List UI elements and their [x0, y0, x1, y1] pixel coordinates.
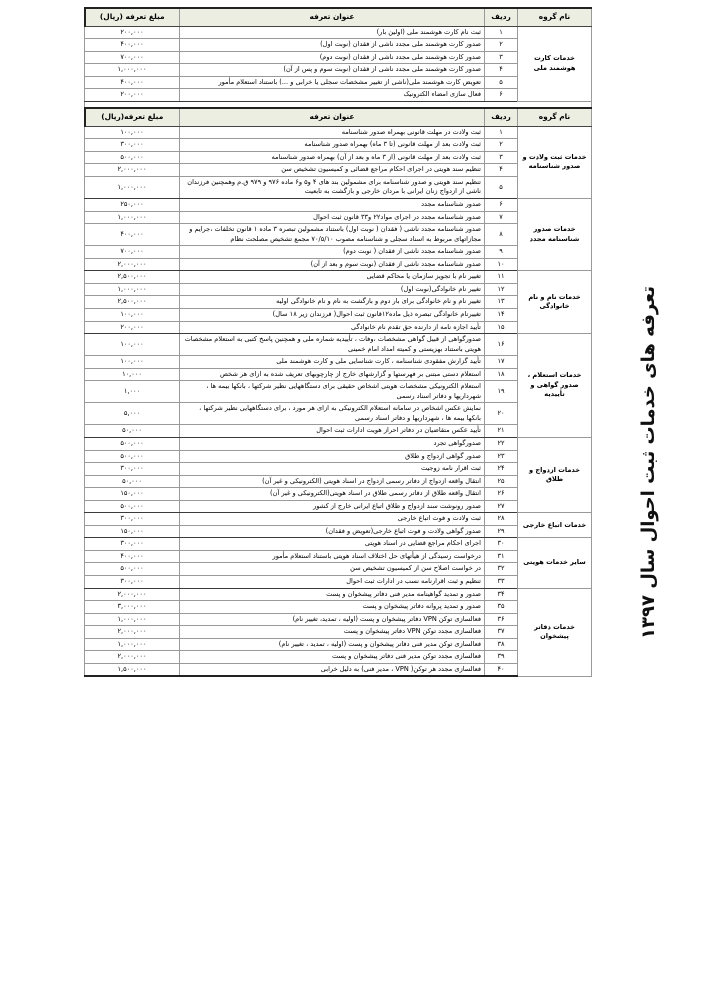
tariff-title-cell: صدور رونوشت سند ازدواج و طلاق اتباع ایرانی خارج از کشور: [180, 500, 485, 513]
table-row: [85, 296, 592, 309]
table-row: [85, 638, 592, 651]
row-number-cell: ۱۵: [485, 321, 518, 334]
table-row: [85, 475, 592, 488]
tariff-title-cell: صدور شناسنامه مجدد ناشی ( فقدان ( نوبت اول) باستناد مشمولین تبصره ۳ ماده ۱ قانون تخلفات ،جرایم و مجازاتهای مربوط به اسناد سجلی و شناسنامه مصوب ۷۰/۵/۱۰ مجمع تشخیص مصلحت نظام: [180, 224, 485, 246]
tariff-title-cell: صدورگواهی از قبیل گواهی مشخصات ،وفات ، تأییدیه شماره ملی و همچنین پاسخ کتبی به استعلام مشخصات هویتی باستناد بهزیستی و کمیته امداد امام خمینی: [180, 334, 485, 356]
row-number-cell: ۱۴: [485, 308, 518, 321]
tariff-amount-cell: ۱۰۰,۰۰۰: [85, 308, 180, 321]
row-number-cell: ۴۰: [485, 663, 518, 676]
tariff-title-cell: تغییر نام خانوادگی(نوبت اول): [180, 283, 485, 296]
tariff-amount-cell: ۴۰۰,۰۰۰: [85, 224, 180, 246]
tariff-amount-cell: ۳۰۰,۰۰۰: [85, 463, 180, 476]
tariff-amount-cell: ۲۵۰,۰۰۰: [85, 199, 180, 212]
vertical-document-title: [599, 286, 699, 766]
table-row: [85, 538, 592, 551]
column-header-amount: مبلغ تعرفه(ریال): [85, 108, 180, 126]
table-row: [85, 403, 592, 425]
tariff-amount-cell: ۲,۰۰۰,۰۰۰: [85, 626, 180, 639]
table-row: [85, 550, 592, 563]
tariff-amount-cell: ۵۰۰,۰۰۰: [85, 450, 180, 463]
tariff-title-cell: فعالسازی مجدد هر توکن( VPN ، مدیر فنی) به دلیل خرابی: [180, 663, 485, 676]
row-number-cell: ۶: [485, 89, 518, 102]
tariff-amount-cell: ۱,۰۰۰,۰۰۰: [85, 176, 180, 198]
table-row: [85, 651, 592, 664]
tariff-table: [84, 7, 593, 677]
table-row: [85, 271, 592, 284]
tariff-title-cell: تغییرنام خانوادگی تبصره ذیل ماده۱۲قانون ثبت احوال( فرزندان زیر ۱۸ سال): [180, 308, 485, 321]
table-row: [85, 463, 592, 476]
tariff-amount-cell: ۲,۰۰۰,۰۰۰: [85, 588, 180, 601]
tariff-amount-cell: ۲,۰۰۰,۰۰۰: [85, 164, 180, 177]
table-row: [85, 601, 592, 614]
row-number-cell: ۳۹: [485, 651, 518, 664]
table-row: [85, 308, 592, 321]
row-number-cell: ۳۱: [485, 550, 518, 563]
tariff-title-cell: ثبت ولادت و فوت اتباع خارجی: [180, 513, 485, 526]
tariff-title-cell: انتقال واقعه ازدواج از دفاتر رسمی ازدواج در اسناد هویتی (الکترونیکی و غیر آن): [180, 475, 485, 488]
column-header-group: نام گروه: [518, 108, 592, 126]
row-number-cell: ۱۸: [485, 368, 518, 381]
row-number-cell: ۱۲: [485, 283, 518, 296]
tariff-title-cell: ثبت ولادت بعد از مهلت قانونی (از ۳ ماه و بعد از آن) بهمراه صدور شناسنامه: [180, 151, 485, 164]
tariff-title-cell: فعالسازی توکن مدیر فنی دفاتر پیشخوان و پست (اولیه ، تمدید ، تغییر نام): [180, 638, 485, 651]
tariff-amount-cell: ۱۰,۰۰۰: [85, 368, 180, 381]
tariff-amount-cell: ۱۵۰,۰۰۰: [85, 488, 180, 501]
row-number-cell: ۲۷: [485, 500, 518, 513]
row-number-cell: ۱۹: [485, 381, 518, 403]
tariff-amount-cell: ۴۰۰,۰۰۰: [85, 39, 180, 52]
table-row: [85, 151, 592, 164]
table-row: [85, 663, 592, 676]
table-row: [85, 368, 592, 381]
tariff-amount-cell: ۳,۰۰۰,۰۰۰: [85, 601, 180, 614]
row-number-cell: ۱: [485, 26, 518, 39]
table-row: [85, 126, 592, 139]
row-number-cell: ۱۰: [485, 258, 518, 271]
row-number-cell: ۸: [485, 224, 518, 246]
table-row: [85, 575, 592, 588]
table-row: [85, 211, 592, 224]
column-header-amount: مبلغ تعرفه (ریال): [85, 8, 180, 26]
tariff-amount-cell: ۱,۰۰۰,۰۰۰: [85, 638, 180, 651]
table-row: [85, 334, 592, 356]
row-number-cell: ۳۶: [485, 613, 518, 626]
row-number-cell: ۲۴: [485, 463, 518, 476]
group-name-cell: خدمات صدور شناسنامه مجدد: [518, 199, 592, 271]
row-number-cell: ۳: [485, 51, 518, 64]
row-number-cell: ۲۳: [485, 450, 518, 463]
tariff-amount-cell: ۱,۵۰۰,۰۰۰: [85, 663, 180, 676]
tariff-title-cell: صدور کارت هوشمند ملی مجدد ناشی از فقدان (نوبت سوم و پس از آن): [180, 64, 485, 77]
tariff-amount-cell: ۵۰,۰۰۰: [85, 425, 180, 438]
tariff-title-cell: نمایش عکس اشخاص در سامانه استعلام الکترونیکی به ازای هر مورد ، برای دستگاههایی نظیر شرکتها ، بانکها بیمه ها ، شهرداریها و دفاتر اسناد رسمی: [180, 403, 485, 425]
table-row: [85, 76, 592, 89]
tariff-amount-cell: ۵,۰۰۰: [85, 403, 180, 425]
tariff-amount-cell: ۳۰۰,۰۰۰: [85, 139, 180, 152]
row-number-cell: ۳۲: [485, 563, 518, 576]
tariff-title-cell: ثبت ولادت بعد از مهلت قانونی (تا ۳ ماه) بهمراه صدور شناسنامه: [180, 139, 485, 152]
table-row: [85, 199, 592, 212]
row-number-cell: ۳۳: [485, 575, 518, 588]
group-name-cell: خدمات استعلام ، صدور گواهی و تأییدیه: [518, 334, 592, 438]
tariff-amount-cell: ۲,۰۰۰,۰۰۰: [85, 651, 180, 664]
tariff-title-cell: صدور و تمدید پروانه دفاتر پیشخوان و پست: [180, 601, 485, 614]
row-number-cell: ۹: [485, 246, 518, 259]
table-row: [85, 26, 592, 39]
tariff-title-cell: اجرای احکام مراجع قضایی در اسناد هویتی: [180, 538, 485, 551]
tariff-amount-cell: ۱۰۰,۰۰۰: [85, 356, 180, 369]
row-number-cell: ۲۱: [485, 425, 518, 438]
tariff-title-cell: فعالسازی مجدد توکن مدیر فنی دفاتر پیشخوان و پست: [180, 651, 485, 664]
tariff-table-body: [85, 8, 592, 676]
tariff-title-cell: در خواست اصلاح سن از کمیسیون تشخیص سن: [180, 563, 485, 576]
tariff-title-cell: فعال سازی امضاء الکترونیک: [180, 89, 485, 102]
tariff-title-cell: فعالسازی مجدد توکن VPN دفاتر پیشخوان و پست: [180, 626, 485, 639]
group-name-cell: سایر خدمات هویتی: [518, 538, 592, 588]
column-header-group: نام گروه: [518, 8, 592, 26]
tariff-title-cell: صدور گواهی ازدواج و طلاق: [180, 450, 485, 463]
tariff-amount-cell: ۲۰۰,۰۰۰: [85, 26, 180, 39]
group-name-cell: خدمات نام و نام خانوادگی: [518, 271, 592, 334]
tariff-title-cell: تعویض کارت هوشمند ملی(ناشی از تغییر مشخصات سجلی یا خرابی و ...) باستناد استعلام مأمور: [180, 76, 485, 89]
tariff-title-cell: صدور کارت هوشمند ملی مجدد ناشی از فقدان (نوبت اول): [180, 39, 485, 52]
tariff-title-cell: تغییر نام و نام خانوادگی برای بار دوم و بازگشت به نام و نام خانوادگی اولیه: [180, 296, 485, 309]
table-row: [85, 525, 592, 538]
column-header-title: عنوان تعرفه: [180, 8, 485, 26]
tariff-amount-cell: ۲,۵۰۰,۰۰۰: [85, 271, 180, 284]
vertical-title-text: تعرفه های خدمات ثبت احوال سال ۱۳۹۷: [638, 286, 659, 639]
tariff-title-cell: استعلام الکترونیکی مشخصات هویتی اشخاص حقیقی برای دستگاههایی نظیر شرکتها ، بانکها بیمه ها ، شهرداریها و دفاتر اسناد رسمی: [180, 381, 485, 403]
tariff-title-cell: انتقال واقعه طلاق از دفاتر رسمی طلاق در اسناد هویتی(الکترونیکی و غیر آن): [180, 488, 485, 501]
tariff-amount-cell: ۱,۰۰۰: [85, 381, 180, 403]
row-number-cell: ۱۳: [485, 296, 518, 309]
tariff-amount-cell: ۴۰۰,۰۰۰: [85, 550, 180, 563]
table-row: [85, 321, 592, 334]
tariff-amount-cell: ۱,۰۰۰,۰۰۰: [85, 613, 180, 626]
group-name-cell: خدمات اتباع خارجی: [518, 513, 592, 538]
row-number-cell: ۲۵: [485, 475, 518, 488]
column-header-row-no: ردیف: [485, 108, 518, 126]
row-number-cell: ۴: [485, 64, 518, 77]
table-row: [85, 425, 592, 438]
tariff-amount-cell: ۳۰۰,۰۰۰: [85, 513, 180, 526]
row-number-cell: ۲۹: [485, 525, 518, 538]
tariff-amount-cell: ۱,۰۰۰,۰۰۰: [85, 211, 180, 224]
table-row: [85, 437, 592, 450]
tariff-title-cell: ثبت نام کارت هوشمند ملی (اولین بار): [180, 26, 485, 39]
tariff-title-cell: تأیید اجازه نامه از دارنده حق تقدم نام خانوادگی: [180, 321, 485, 334]
tariff-amount-cell: ۵۰۰,۰۰۰: [85, 500, 180, 513]
row-number-cell: ۲۸: [485, 513, 518, 526]
table-row: [85, 283, 592, 296]
row-number-cell: ۲۶: [485, 488, 518, 501]
table-row: [85, 488, 592, 501]
row-number-cell: ۱: [485, 126, 518, 139]
tariff-title-cell: تأیید عکس متقاضیان در دفاتر احراز هویت ادارات ثبت احوال: [180, 425, 485, 438]
tariff-title-cell: درخواست رسیدگی از هیأتهای حل اختلاف اسناد هویتی باستناد استعلام مأمور: [180, 550, 485, 563]
tariff-amount-cell: ۵۰۰,۰۰۰: [85, 151, 180, 164]
tariff-amount-cell: ۵۰۰,۰۰۰: [85, 437, 180, 450]
tariff-amount-cell: ۷۰۰,۰۰۰: [85, 246, 180, 259]
tariff-title-cell: ثبت اقرار نامه زوجیت: [180, 463, 485, 476]
tariff-amount-cell: ۵۰,۰۰۰: [85, 475, 180, 488]
tariff-title-cell: تنظیم سند هویتی در اجرای احکام مراجع قضائی و کمیسیون تشخیص سن: [180, 164, 485, 177]
tariff-amount-cell: ۱,۰۰۰,۰۰۰: [85, 283, 180, 296]
row-number-cell: ۷: [485, 211, 518, 224]
row-number-cell: ۳۷: [485, 626, 518, 639]
tariff-title-cell: صدورگواهی تجرد: [180, 437, 485, 450]
tariff-amount-cell: ۲,۰۰۰,۰۰۰: [85, 258, 180, 271]
row-number-cell: ۳۰: [485, 538, 518, 551]
tariff-title-cell: تنظیم و ثبت اقرارنامه نسب در ادارات ثبت احوال: [180, 575, 485, 588]
tariff-title-cell: صدور شناسنامه مجدد: [180, 199, 485, 212]
row-number-cell: ۲۲: [485, 437, 518, 450]
tariff-title-cell: صدور شناسنامه مجدد ناشی از فقدان ( نوبت دوم): [180, 246, 485, 259]
table-row: [85, 139, 592, 152]
tariff-amount-cell: ۳۰۰,۰۰۰: [85, 538, 180, 551]
table-row: [85, 381, 592, 403]
table-row: [85, 513, 592, 526]
group-name-cell: خدمات ثبت ولادت و صدور شناسنامه: [518, 126, 592, 198]
table-row: [85, 626, 592, 639]
table-row: [85, 39, 592, 52]
row-number-cell: ۵: [485, 176, 518, 198]
row-number-cell: ۲: [485, 39, 518, 52]
row-number-cell: ۶: [485, 199, 518, 212]
group-name-cell: خدمات کارت هوشمند ملی: [518, 26, 592, 101]
tariff-title-cell: ثبت ولادت در مهلت قانونی بهمراه صدور شناسنامه: [180, 126, 485, 139]
row-number-cell: ۵: [485, 76, 518, 89]
tariff-amount-cell: ۷۰۰,۰۰۰: [85, 51, 180, 64]
tariff-amount-cell: ۲۰۰,۰۰۰: [85, 321, 180, 334]
tariff-amount-cell: ۱۰۰,۰۰۰: [85, 126, 180, 139]
row-number-cell: ۲: [485, 139, 518, 152]
group-name-cell: خدمات دفاتر پیشخوان: [518, 588, 592, 676]
table-row: [85, 450, 592, 463]
tariff-title-cell: صدور شناسنامه مجدد در اجرای مواد۲۲ و۳۳ قانون ثبت احوال: [180, 211, 485, 224]
tariff-title-cell: استعلام دستی مبتنی بر فهرستها و گزارشهای خارج از چارچوبهای تعریف شده به ازای هر شخص: [180, 368, 485, 381]
tariff-amount-cell: ۵۰۰,۰۰۰: [85, 563, 180, 576]
table-row: [85, 51, 592, 64]
tariff-amount-cell: ۲,۵۰۰,۰۰۰: [85, 296, 180, 309]
table-row: [85, 613, 592, 626]
tariff-title-cell: صدور گواهی ولادت و فوت اتباع خارجی(تعویض و فقدان): [180, 525, 485, 538]
tariff-title-cell: صدور شناسنامه مجدد ناشی از فقدان (نوبت سوم و بعد از آن): [180, 258, 485, 271]
tariff-title-cell: تأیید گزارش مفقودی شناسنامه ، کارت شناسایی ملی و کارت هوشمند ملی: [180, 356, 485, 369]
tariff-amount-cell: ۱,۰۰۰,۰۰۰: [85, 64, 180, 77]
tariff-title-cell: فعالسازی توکن VPN دفاتر پیشخوان و پست (اولیه ، تمدید، تغییر نام): [180, 613, 485, 626]
group-name-cell: خدمات ازدواج و طلاق: [518, 437, 592, 512]
row-number-cell: ۳۸: [485, 638, 518, 651]
table-row: [85, 246, 592, 259]
table-row: [85, 563, 592, 576]
column-header-title: عنوان تعرفه: [180, 108, 485, 126]
row-number-cell: ۱۷: [485, 356, 518, 369]
table-row: [85, 258, 592, 271]
table-row: [85, 176, 592, 198]
tariff-title-cell: صدور و تمدید گواهینامه مدیر فنی دفاتر پیشخوان و پست: [180, 588, 485, 601]
row-number-cell: ۱۶: [485, 334, 518, 356]
tariff-amount-cell: ۴۰۰,۰۰۰: [85, 76, 180, 89]
table-header-row: [85, 8, 592, 26]
table-header-row: [85, 108, 592, 126]
table-row: [85, 588, 592, 601]
column-header-row-no: ردیف: [485, 8, 518, 26]
tariff-amount-cell: ۱۰۰,۰۰۰: [85, 334, 180, 356]
row-number-cell: ۱۱: [485, 271, 518, 284]
tariff-amount-cell: ۲۰۰,۰۰۰: [85, 89, 180, 102]
tariff-amount-cell: ۳۰۰,۰۰۰: [85, 575, 180, 588]
row-number-cell: ۳۵: [485, 601, 518, 614]
table-row: [85, 500, 592, 513]
row-number-cell: ۳: [485, 151, 518, 164]
row-number-cell: ۳۴: [485, 588, 518, 601]
tariff-title-cell: تنظیم سند هویتی و صدور شناسنامه برای مشمولین بند های ۴ و۵ و۶ ماده ۹۷۶ و ۹۷۹ ق.م وهمچنین فرزندان ناشی از ازدواج زنان ایرانی با مردان خارجی و بازگشت به تابعیت: [180, 176, 485, 198]
tariff-title-cell: صدور کارت هوشمند ملی مجدد ناشی از فقدان (نوبت دوم): [180, 51, 485, 64]
table-row: [85, 64, 592, 77]
table-row: [85, 224, 592, 246]
table-row: [85, 89, 592, 102]
table-row: [85, 356, 592, 369]
table-row: [85, 164, 592, 177]
tariff-amount-cell: ۱۵۰,۰۰۰: [85, 525, 180, 538]
row-number-cell: ۴: [485, 164, 518, 177]
tariff-title-cell: تغییر نام با تجویز سازمان یا محاکم قضایی: [180, 271, 485, 284]
tariff-table-container: [85, 7, 592, 982]
row-number-cell: ۲۰: [485, 403, 518, 425]
